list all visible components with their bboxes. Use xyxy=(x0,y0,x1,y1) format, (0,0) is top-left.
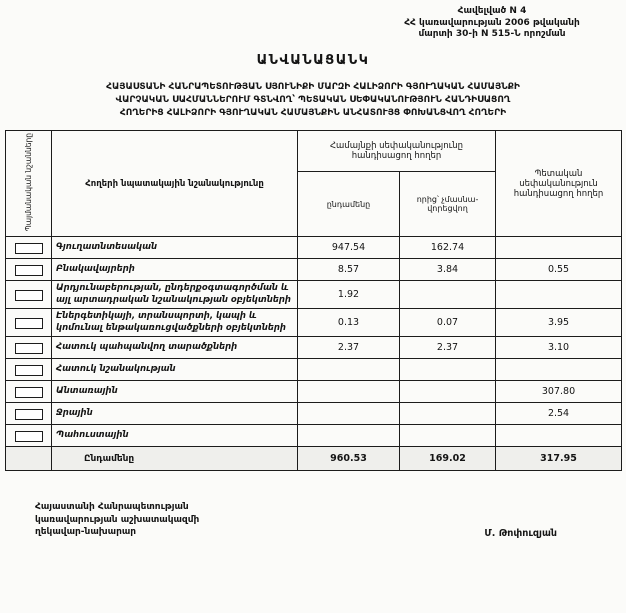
table-row xyxy=(6,259,622,281)
legend-symbol-cell xyxy=(6,337,52,359)
total-community-total: 960.53 xyxy=(298,447,400,471)
legend-box xyxy=(15,290,43,301)
state-value: 3.10 xyxy=(496,337,622,359)
nonprivatized-value xyxy=(400,359,496,381)
land-category-label: Բնակավայրերի xyxy=(52,259,298,281)
legend-symbol-cell xyxy=(6,403,52,425)
table-row xyxy=(6,425,622,447)
community-total-value: 0.13 xyxy=(298,309,400,337)
nonprivatized-value: 0.07 xyxy=(400,309,496,337)
state-value xyxy=(496,359,622,381)
land-category-label: Արդյունաբերության, ընդերքօգտագործման և այլ արտադրական նշանակության օբյեկտների xyxy=(52,281,298,309)
signatory-line-1: Հայաստանի Հանրապետության xyxy=(35,502,189,513)
total-row-label: Ընդամենը xyxy=(52,447,298,471)
legend-box xyxy=(15,387,43,398)
nonprivatized-value xyxy=(400,403,496,425)
community-total-value xyxy=(298,359,400,381)
subtitle-line-2: ՎԱՐՉԱԿԱՆ ՍԱՀՄԱՆՆԵՐՈՒՄ ԳՏՆՎՈՂ՝ ՊԵՏԱԿԱՆ ՍԵՓԱԿԱՆՈՒԹՅՈՒՆ ՀԱՆԴԻՍԱՑՈՂ xyxy=(115,95,511,106)
community-total-value: 1.92 xyxy=(298,281,400,309)
table-row xyxy=(6,381,622,403)
column-header-state-lands: Պետական սեփականություն հանդիսացող հողեր xyxy=(496,131,622,237)
signatory-title xyxy=(35,501,199,539)
state-value xyxy=(496,281,622,309)
appendix-line-2: ՀՀ կառավարության 2006 թվականի xyxy=(404,17,580,28)
table-header-row-1 xyxy=(6,131,622,172)
nonprivatized-value: 2.37 xyxy=(400,337,496,359)
state-value: 0.55 xyxy=(496,259,622,281)
signature-block xyxy=(5,501,621,539)
signatory-line-2: կառավարության աշխատակազմի xyxy=(35,514,200,525)
community-total-value: 2.37 xyxy=(298,337,400,359)
nonprivatized-value xyxy=(400,281,496,309)
total-state: 317.95 xyxy=(496,447,622,471)
table-row xyxy=(6,237,622,259)
appendix-line-3: մարտի 30-ի N 515-Ն որոշման xyxy=(418,29,566,40)
land-category-label: Պահուստային xyxy=(52,425,298,447)
appendix-line-1: Հավելված N 4 xyxy=(457,6,527,16)
document-subtitle xyxy=(5,81,621,120)
symbols-rotated-label: Պայմանական նշանները xyxy=(23,132,33,231)
land-category-label: Հատուկ պահպանվող տարածքների xyxy=(52,337,298,359)
subtitle-line-1: ՀԱՅԱՍՏԱՆԻ ՀԱՆՐԱՊԵՏՈՒԹՅԱՆ ՍՅՈՒՆԻՔԻ ՄԱՐԶԻ ՀԱԼԻՁՈՐԻ ԳՅՈՒՂԱԿԱՆ ՀԱՄԱՅՆՔԻ xyxy=(106,82,520,93)
legend-symbol-cell xyxy=(6,381,52,403)
legend-box xyxy=(15,318,43,329)
legend-box xyxy=(15,409,43,420)
signatory-line-3: ղեկավար-նախարար xyxy=(35,527,137,538)
table-row xyxy=(6,337,622,359)
table-total-row xyxy=(6,447,622,471)
nonprivatized-value: 162.74 xyxy=(400,237,496,259)
community-total-value xyxy=(298,403,400,425)
state-value xyxy=(496,425,622,447)
table-row xyxy=(6,281,622,309)
land-category-label: Հատուկ նշանակության xyxy=(52,359,298,381)
land-category-label: Գյուղատնտեսական xyxy=(52,237,298,259)
legend-box xyxy=(15,265,43,276)
land-category-label: Ջրային xyxy=(52,403,298,425)
legend-box xyxy=(15,343,43,354)
land-category-label: Էներգետիկայի, տրանսպորտի, կապի և կոմունալ ենթակառուցվածքների օբյեկտների xyxy=(52,309,298,337)
community-total-value xyxy=(298,381,400,403)
land-category-label: Անտառային xyxy=(52,381,298,403)
legend-symbol-cell xyxy=(6,309,52,337)
community-total-value: 947.54 xyxy=(298,237,400,259)
total-nonprivatized: 169.02 xyxy=(400,447,496,471)
table-row xyxy=(6,359,622,381)
subcolumn-header-nonprivatized: որից՝ չմասնա-վորեցվող xyxy=(400,171,496,236)
signatory-name: Մ. Թոփուզյան xyxy=(484,527,557,539)
column-group-community-lands: Համայնքի սեփականությունը հանդիսացող հողեր xyxy=(298,131,496,172)
land-allocation-table xyxy=(5,130,622,471)
appendix-reference xyxy=(367,6,617,41)
legend-box xyxy=(15,365,43,376)
legend-symbol-cell xyxy=(6,281,52,309)
table-row xyxy=(6,403,622,425)
nonprivatized-value xyxy=(400,425,496,447)
nonprivatized-value: 3.84 xyxy=(400,259,496,281)
total-row-empty-cell xyxy=(6,447,52,471)
community-total-value xyxy=(298,425,400,447)
legend-box xyxy=(15,431,43,442)
page-title: ԱՆՎԱՆԱՑԱՆԿ xyxy=(256,53,370,69)
nonprivatized-value xyxy=(400,381,496,403)
state-value: 2.54 xyxy=(496,403,622,425)
subtitle-line-3: ՀՈՂԵՐԻՑ ՀԱԼԻՁՈՐԻ ԳՅՈՒՂԱԿԱՆ ՀԱՄԱՅՆՔԻՆ ԱՆՀԱՏՈՒՅՑ ՓՈԽԱՆՑՎՈՂ ՀՈՂԵՐԻ xyxy=(119,108,507,119)
state-value xyxy=(496,237,622,259)
community-total-value: 8.57 xyxy=(298,259,400,281)
legend-box xyxy=(15,243,43,254)
subcolumn-header-total: ընդամենը xyxy=(298,171,400,236)
legend-symbol-cell xyxy=(6,259,52,281)
legend-symbol-cell xyxy=(6,425,52,447)
table-row xyxy=(6,309,622,337)
column-header-purpose: Հողերի նպատակային նշանակությունը xyxy=(52,131,298,237)
state-value: 3.95 xyxy=(496,309,622,337)
legend-symbol-cell xyxy=(6,237,52,259)
state-value: 307.80 xyxy=(496,381,622,403)
legend-symbol-cell xyxy=(6,359,52,381)
column-header-symbols xyxy=(6,131,52,237)
